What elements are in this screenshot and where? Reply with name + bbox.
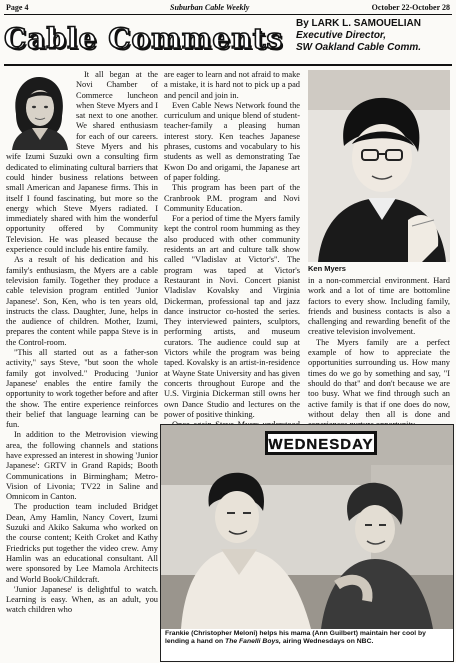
article-paragraph: are eager to learn and not afraid to make a mistake, it is hard not to pick up a pad and pencil and join in. bbox=[164, 70, 300, 100]
byline bbox=[296, 18, 452, 54]
article-paragraph: The Myers family are a perfect example of how to appreciate the opportunities surrounding us. How many times do we go by something and say, "I should do that" and don't because we are too busy. What we find through such an active family is that if one does do now, without delay then all is done and bbox=[308, 337, 450, 419]
caption-text: airing Wednesdays on NBC. bbox=[282, 638, 374, 646]
byline-title-1: Executive Director, bbox=[296, 30, 387, 41]
caption-text: Frankie (Christopher Meloni) helps his mama (Ann Guilbert) maintain her cool by lending a hand on bbox=[165, 630, 426, 646]
article-paragraph: "This all started out as a father-son activity," says Steve, "but soon the whole family got involved." Producing 'Junior Japanese' enables the entire family the opportunity to work together before and after the show. The entire experience reinforces their belief that language learning can be fun. bbox=[6, 348, 158, 430]
wednesday-banner bbox=[265, 431, 377, 455]
article-paragraph: As a result of his dedication and his family's enthusiasm, the Myers are a cable television family. Together they produce a cable television program entitled 'Junior Japanese'. Son, Ken, who is ten years old, instructs the class. Daughter, June, helps in the audience of children. Mother, Izumi, prepares the content while pappa Steve is in the Control-room. bbox=[6, 255, 158, 347]
masthead-rule bbox=[4, 64, 452, 66]
author-portrait bbox=[6, 70, 72, 150]
ken-myers-caption: Ken Myers bbox=[308, 264, 346, 273]
article-paragraph: It all began at the Novi Chamber of Commerce luncheon when Steve Myers and I sat next to one another. We shared enthusiasm for each of our careers. Steve Myers and his wife Izumi Suzuki own a consulting firm dedicated to eliminating cultural barriers that could hinder business relations between small American and Japanese firms. This in itself I found fascinating, but more so the energy which Steve Myers radiated. I immediately shared with him the wonderful opportunity offered by Community Television. He was pleased because the experience could include his entire family. bbox=[6, 70, 158, 255]
page-number: Page 4 bbox=[6, 3, 29, 12]
byline-title-2: SW Oakland Cable Comm. bbox=[296, 42, 422, 53]
masthead-title: Cable Comments bbox=[4, 22, 284, 55]
article-paragraph: Even Cable News Network found the curriculum and unique blend of student-teacher-family a pleasing human interest story. Ken teaches Japanese phrases, customs and vocabulary to his students as well as demonstrating Tae Kwon Do and origami, the Japanese art of paper folding. bbox=[164, 100, 300, 182]
show-title: The Fanelli Boys, bbox=[225, 638, 281, 646]
wednesday-banner-text: WEDNESDAY bbox=[268, 436, 374, 453]
fanelli-boys-photo bbox=[161, 425, 453, 629]
article-paragraph: For a period of time the Myers family kept the control room humming as they also produced with other community residents an art and culture talk show called "Vladislav at Victor's". The program was taped at Victor's Restaurant in Novi. Concert pianist Vladislav Kovalsky and Virginia Dickerman, professional tap and jazz dance instructor co-hosted the series. They interviewed painters, sculptors, performing artists, and museum curators. The audience could sup at Victors while the program was being taped. Kovalsky is an artist-in-residence at Wayne State University and has given concerts throughout Europe and the U.S. Virginia Dickerman still owns her own Dance Studio and lectures on the power of positive thinking. bbox=[164, 214, 300, 419]
article-column-3 bbox=[308, 276, 450, 430]
article-paragraph: in a non-commercial environment. Hard work and a lot of time are bottomline factors to every show. Including family, friends and business contacts is also a challenging and rewarding benefit of the creative television involvement. bbox=[308, 276, 450, 337]
article-paragraph: In addition to the Metrovision viewing area, the following channels and stations have expressed an interest in showing 'Junior Japanese': GRTV in Grand Rapids; Booth Communications in Birmingham; Metro-Vision of Livonia; TV22 in Saline and Omnicom in Canton. bbox=[6, 430, 158, 502]
article-paragraph: The production team included Bridget Dean, Amy Hamlin, Nancy Covert, Izumi Suzuki and Akiko Sakuma who worked on the course content; Keith Croket and Kathy Friedricks put together the video crew. Amy Hamlin was an educational consultant. All were sponsored by Lee Mamola Architects and World Book/Childcraft. bbox=[6, 502, 158, 584]
article-paragraph: This program has been part of the Cranbrook P.M. program and Novi Community Education. bbox=[164, 183, 300, 213]
article-paragraph: 'Junior Japanese' is delightful to watch. Learning is easy. When, as an adult, you watch children who bbox=[6, 584, 158, 615]
article-column-2 bbox=[164, 70, 300, 451]
publication-name: Suburban Cable Weekly bbox=[170, 3, 250, 12]
article-column-1 bbox=[6, 70, 158, 616]
byline-author: By LARK L. SAMOUELIAN bbox=[296, 18, 421, 29]
header-rule bbox=[4, 14, 452, 15]
wednesday-ad bbox=[160, 424, 454, 662]
ken-myers-photo bbox=[308, 70, 450, 262]
wednesday-ad-caption bbox=[165, 630, 449, 646]
issue-dates: October 22-October 28 bbox=[371, 3, 450, 12]
